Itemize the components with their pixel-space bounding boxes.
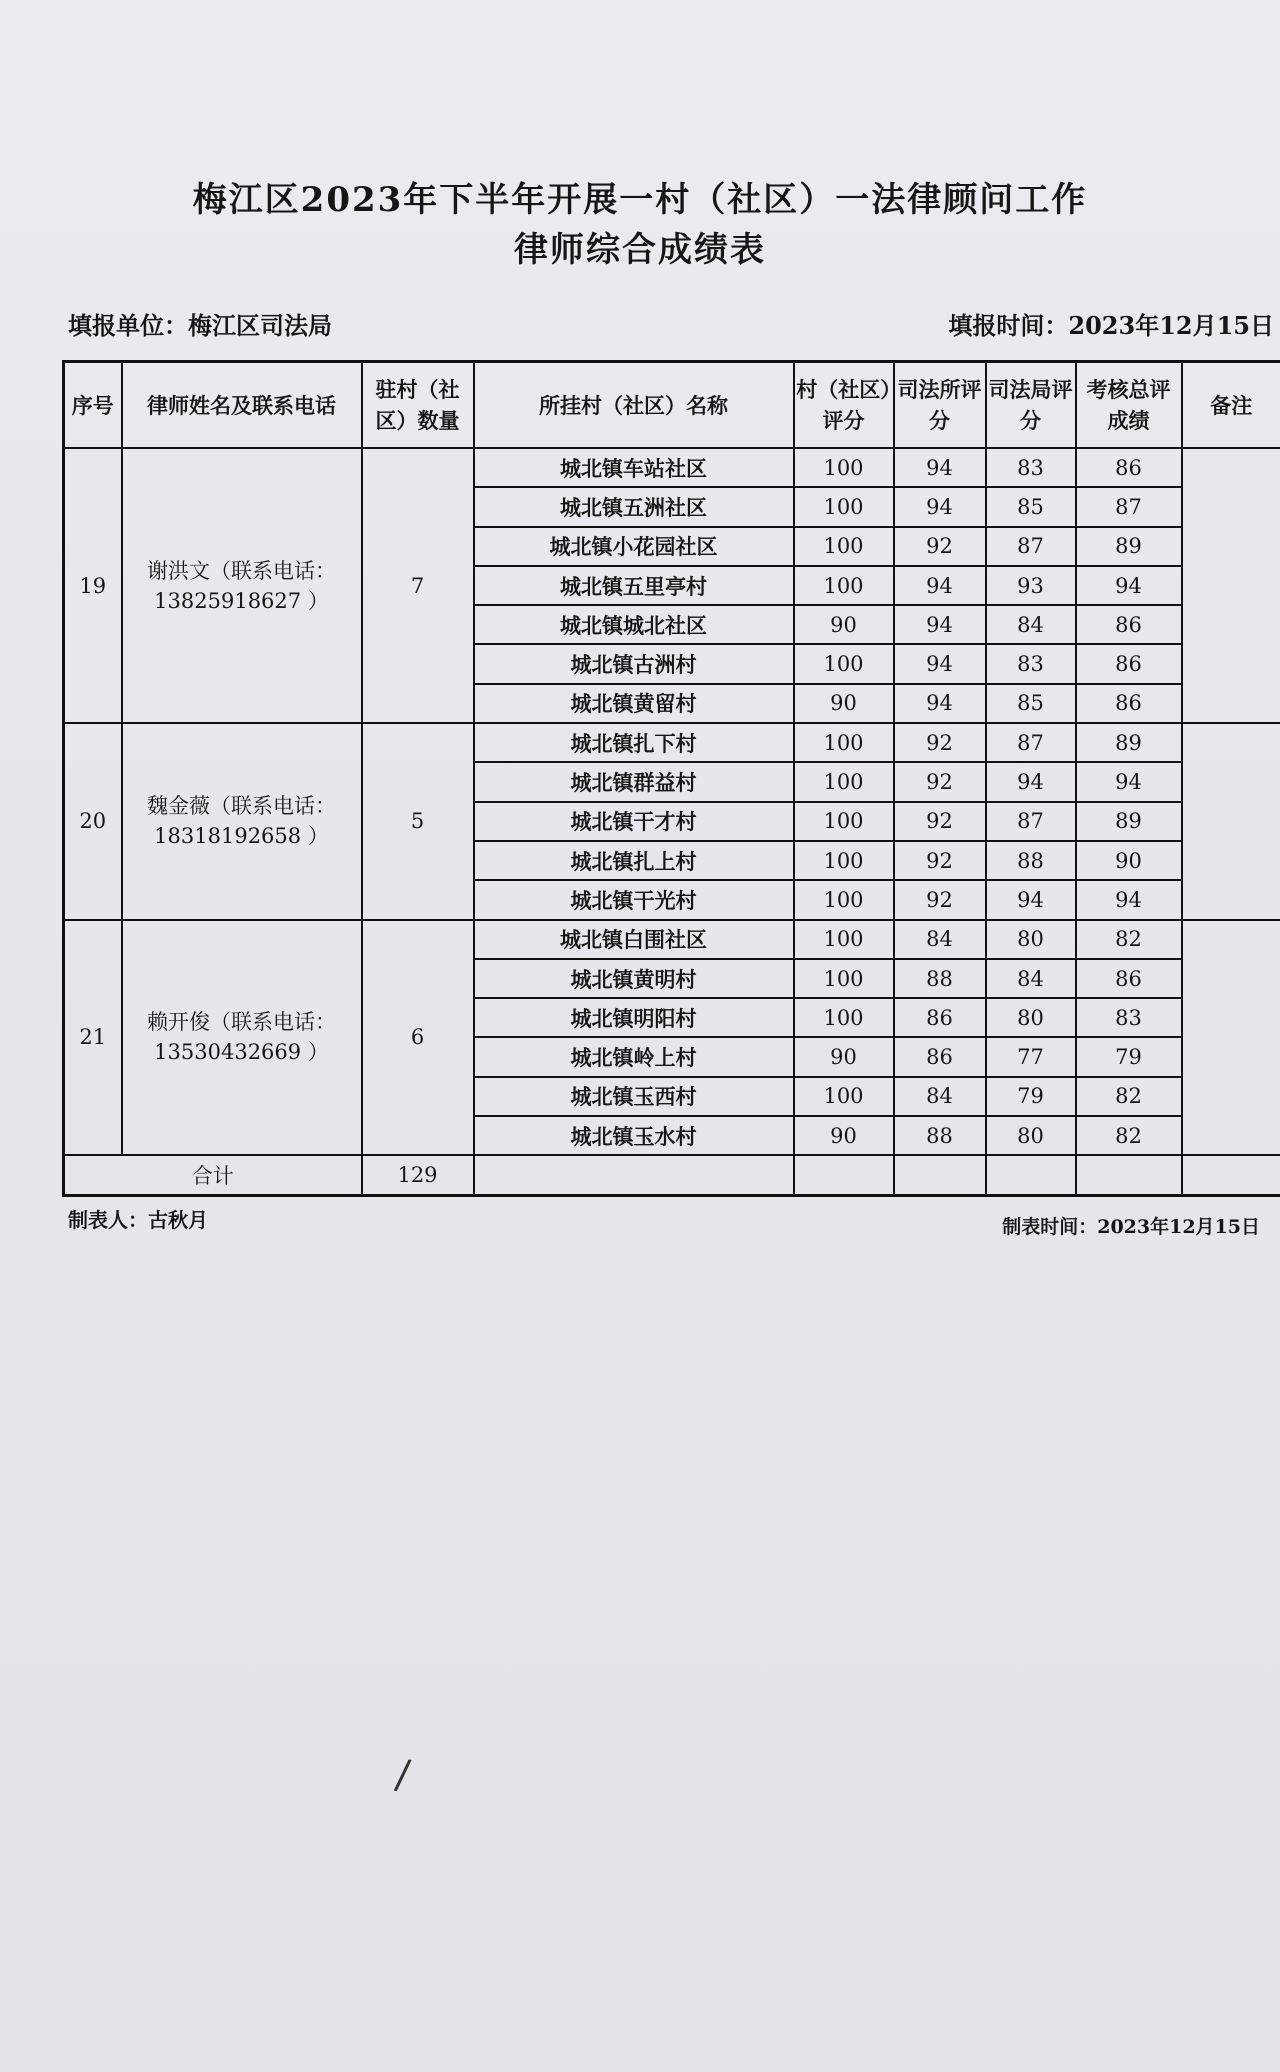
bureau-score: 85 bbox=[986, 487, 1076, 526]
office-score: 92 bbox=[894, 723, 986, 762]
total-empty-cell bbox=[1076, 1155, 1182, 1195]
village-name: 城北镇玉水村 bbox=[474, 1116, 794, 1155]
village-score: 100 bbox=[794, 527, 894, 566]
table-row bbox=[64, 920, 1280, 959]
total-empty-cell bbox=[794, 1155, 894, 1195]
village-name: 城北镇岭上村 bbox=[474, 1037, 794, 1076]
total-score: 94 bbox=[1076, 762, 1182, 801]
village-name: 城北镇干才村 bbox=[474, 802, 794, 841]
village-name: 城北镇五里亭村 bbox=[474, 566, 794, 605]
table-body bbox=[64, 448, 1280, 1155]
office-score: 84 bbox=[894, 920, 986, 959]
fill-time: 填报时间：2023年12月15日 bbox=[948, 311, 1274, 340]
village-score: 100 bbox=[794, 959, 894, 998]
village-name: 城北镇古洲村 bbox=[474, 644, 794, 683]
total-score: 86 bbox=[1076, 448, 1182, 487]
lawyer-phone: 13825918627 ） bbox=[154, 588, 329, 613]
bureau-score: 88 bbox=[986, 841, 1076, 880]
office-score: 94 bbox=[894, 644, 986, 683]
header-no: 序号 bbox=[64, 362, 122, 449]
handwritten-mark: / bbox=[392, 1751, 413, 1799]
village-score: 100 bbox=[794, 998, 894, 1037]
village-count: 5 bbox=[362, 723, 474, 919]
village-score: 100 bbox=[794, 802, 894, 841]
village-score: 90 bbox=[794, 684, 894, 723]
total-score: 86 bbox=[1076, 644, 1182, 683]
lawyer-name: 魏金薇（联系电话： bbox=[147, 794, 336, 819]
village-name: 城北镇车站社区 bbox=[474, 448, 794, 487]
office-score: 92 bbox=[894, 762, 986, 801]
total-score: 82 bbox=[1076, 920, 1182, 959]
village-score: 100 bbox=[794, 1077, 894, 1116]
office-score: 84 bbox=[894, 1077, 986, 1116]
lawyer-phone: 18318192658 ） bbox=[154, 824, 329, 849]
village-score: 100 bbox=[794, 448, 894, 487]
village-name: 城北镇群益村 bbox=[474, 762, 794, 801]
village-score: 100 bbox=[794, 723, 894, 762]
bureau-score: 84 bbox=[986, 959, 1076, 998]
header-bureau-score: 司法局评分 bbox=[986, 362, 1076, 449]
total-score: 82 bbox=[1076, 1116, 1182, 1155]
header-row bbox=[64, 362, 1280, 449]
bureau-score: 85 bbox=[986, 684, 1076, 723]
village-score: 90 bbox=[794, 1116, 894, 1155]
lawyer-name: 谢洪文（联系电话： bbox=[147, 558, 336, 583]
lawyer-number: 21 bbox=[64, 920, 122, 1156]
total-score: 86 bbox=[1076, 684, 1182, 723]
village-score: 100 bbox=[794, 762, 894, 801]
village-score: 100 bbox=[794, 487, 894, 526]
office-score: 92 bbox=[894, 527, 986, 566]
remark-cell bbox=[1182, 723, 1280, 919]
header-remark: 备注 bbox=[1182, 362, 1280, 449]
remark-cell bbox=[1182, 920, 1280, 1156]
bureau-score: 80 bbox=[986, 998, 1076, 1037]
village-name: 城北镇玉西村 bbox=[474, 1077, 794, 1116]
total-score: 86 bbox=[1076, 605, 1182, 644]
village-name: 城北镇白围社区 bbox=[474, 920, 794, 959]
office-score: 88 bbox=[894, 1116, 986, 1155]
remark-cell bbox=[1182, 448, 1280, 723]
header-total-score: 考核总评成绩 bbox=[1076, 362, 1182, 449]
bureau-score: 80 bbox=[986, 920, 1076, 959]
total-value: 129 bbox=[362, 1155, 474, 1195]
village-name: 城北镇扎上村 bbox=[474, 841, 794, 880]
village-score: 100 bbox=[794, 841, 894, 880]
office-score: 86 bbox=[894, 1037, 986, 1076]
lawyer-name-phone bbox=[122, 920, 362, 1156]
total-score: 90 bbox=[1076, 841, 1182, 880]
lawyer-number: 19 bbox=[64, 448, 122, 723]
total-score: 89 bbox=[1076, 527, 1182, 566]
village-name: 城北镇明阳村 bbox=[474, 998, 794, 1037]
total-score: 79 bbox=[1076, 1037, 1182, 1076]
office-score: 94 bbox=[894, 566, 986, 605]
village-count: 7 bbox=[362, 448, 474, 723]
office-score: 92 bbox=[894, 880, 986, 919]
table-row bbox=[64, 723, 1280, 762]
header-village-score: 村（社区）评分 bbox=[794, 362, 894, 449]
total-empty-cell bbox=[474, 1155, 794, 1195]
table-row bbox=[64, 448, 1280, 487]
total-row bbox=[64, 1155, 1280, 1195]
lawyer-name-phone bbox=[122, 723, 362, 919]
bureau-score: 80 bbox=[986, 1116, 1076, 1155]
header-village-name: 所挂村（社区）名称 bbox=[474, 362, 794, 449]
village-score: 90 bbox=[794, 1037, 894, 1076]
village-score: 100 bbox=[794, 566, 894, 605]
total-score: 94 bbox=[1076, 880, 1182, 919]
office-score: 94 bbox=[894, 448, 986, 487]
bureau-score: 94 bbox=[986, 762, 1076, 801]
bureau-score: 84 bbox=[986, 605, 1076, 644]
office-score: 92 bbox=[894, 841, 986, 880]
title-line-2: 律师综合成绩表 bbox=[514, 230, 766, 270]
header-lawyer: 律师姓名及联系电话 bbox=[122, 362, 362, 449]
village-score: 100 bbox=[794, 880, 894, 919]
total-empty-cell bbox=[986, 1155, 1076, 1195]
total-score: 87 bbox=[1076, 487, 1182, 526]
bureau-score: 77 bbox=[986, 1037, 1076, 1076]
bureau-score: 93 bbox=[986, 566, 1076, 605]
bureau-score: 94 bbox=[986, 880, 1076, 919]
title-line-1: 梅江区2023年下半年开展一村（社区）一法律顾问工作 bbox=[192, 180, 1088, 220]
lawyer-name: 赖开俊（联系电话： bbox=[147, 1010, 336, 1035]
village-name: 城北镇城北社区 bbox=[474, 605, 794, 644]
village-score: 100 bbox=[794, 644, 894, 683]
lawyer-phone: 13530432669 ） bbox=[154, 1040, 329, 1065]
total-score: 89 bbox=[1076, 802, 1182, 841]
lawyer-number: 20 bbox=[64, 723, 122, 919]
total-label: 合计 bbox=[64, 1155, 362, 1195]
total-score: 94 bbox=[1076, 566, 1182, 605]
total-empty-cell bbox=[894, 1155, 986, 1195]
bureau-score: 87 bbox=[986, 802, 1076, 841]
bureau-score: 83 bbox=[986, 644, 1076, 683]
office-score: 94 bbox=[894, 684, 986, 723]
header-count: 驻村（社区）数量 bbox=[362, 362, 474, 449]
score-table bbox=[62, 360, 1280, 1197]
total-score: 89 bbox=[1076, 723, 1182, 762]
village-score: 90 bbox=[794, 605, 894, 644]
fill-unit: 填报单位：梅江区司法局 bbox=[68, 311, 332, 340]
bureau-score: 87 bbox=[986, 527, 1076, 566]
header-office-score: 司法所评分 bbox=[894, 362, 986, 449]
office-score: 94 bbox=[894, 487, 986, 526]
total-empty-cell bbox=[1182, 1155, 1280, 1195]
bureau-score: 79 bbox=[986, 1077, 1076, 1116]
total-score: 83 bbox=[1076, 998, 1182, 1037]
table-make-time: 制表时间：2023年12月15日 bbox=[1002, 1216, 1260, 1238]
village-name: 城北镇扎下村 bbox=[474, 723, 794, 762]
office-score: 92 bbox=[894, 802, 986, 841]
village-name: 城北镇干光村 bbox=[474, 880, 794, 919]
village-name: 城北镇小花园社区 bbox=[474, 527, 794, 566]
village-name: 城北镇黄留村 bbox=[474, 684, 794, 723]
table-maker: 制表人：古秋月 bbox=[68, 1208, 208, 1232]
village-score: 100 bbox=[794, 920, 894, 959]
office-score: 94 bbox=[894, 605, 986, 644]
bureau-score: 87 bbox=[986, 723, 1076, 762]
village-name: 城北镇黄明村 bbox=[474, 959, 794, 998]
lawyer-name-phone bbox=[122, 448, 362, 723]
village-count: 6 bbox=[362, 920, 474, 1156]
office-score: 88 bbox=[894, 959, 986, 998]
bureau-score: 83 bbox=[986, 448, 1076, 487]
office-score: 86 bbox=[894, 998, 986, 1037]
village-name: 城北镇五洲社区 bbox=[474, 487, 794, 526]
total-score: 86 bbox=[1076, 959, 1182, 998]
total-score: 82 bbox=[1076, 1077, 1182, 1116]
